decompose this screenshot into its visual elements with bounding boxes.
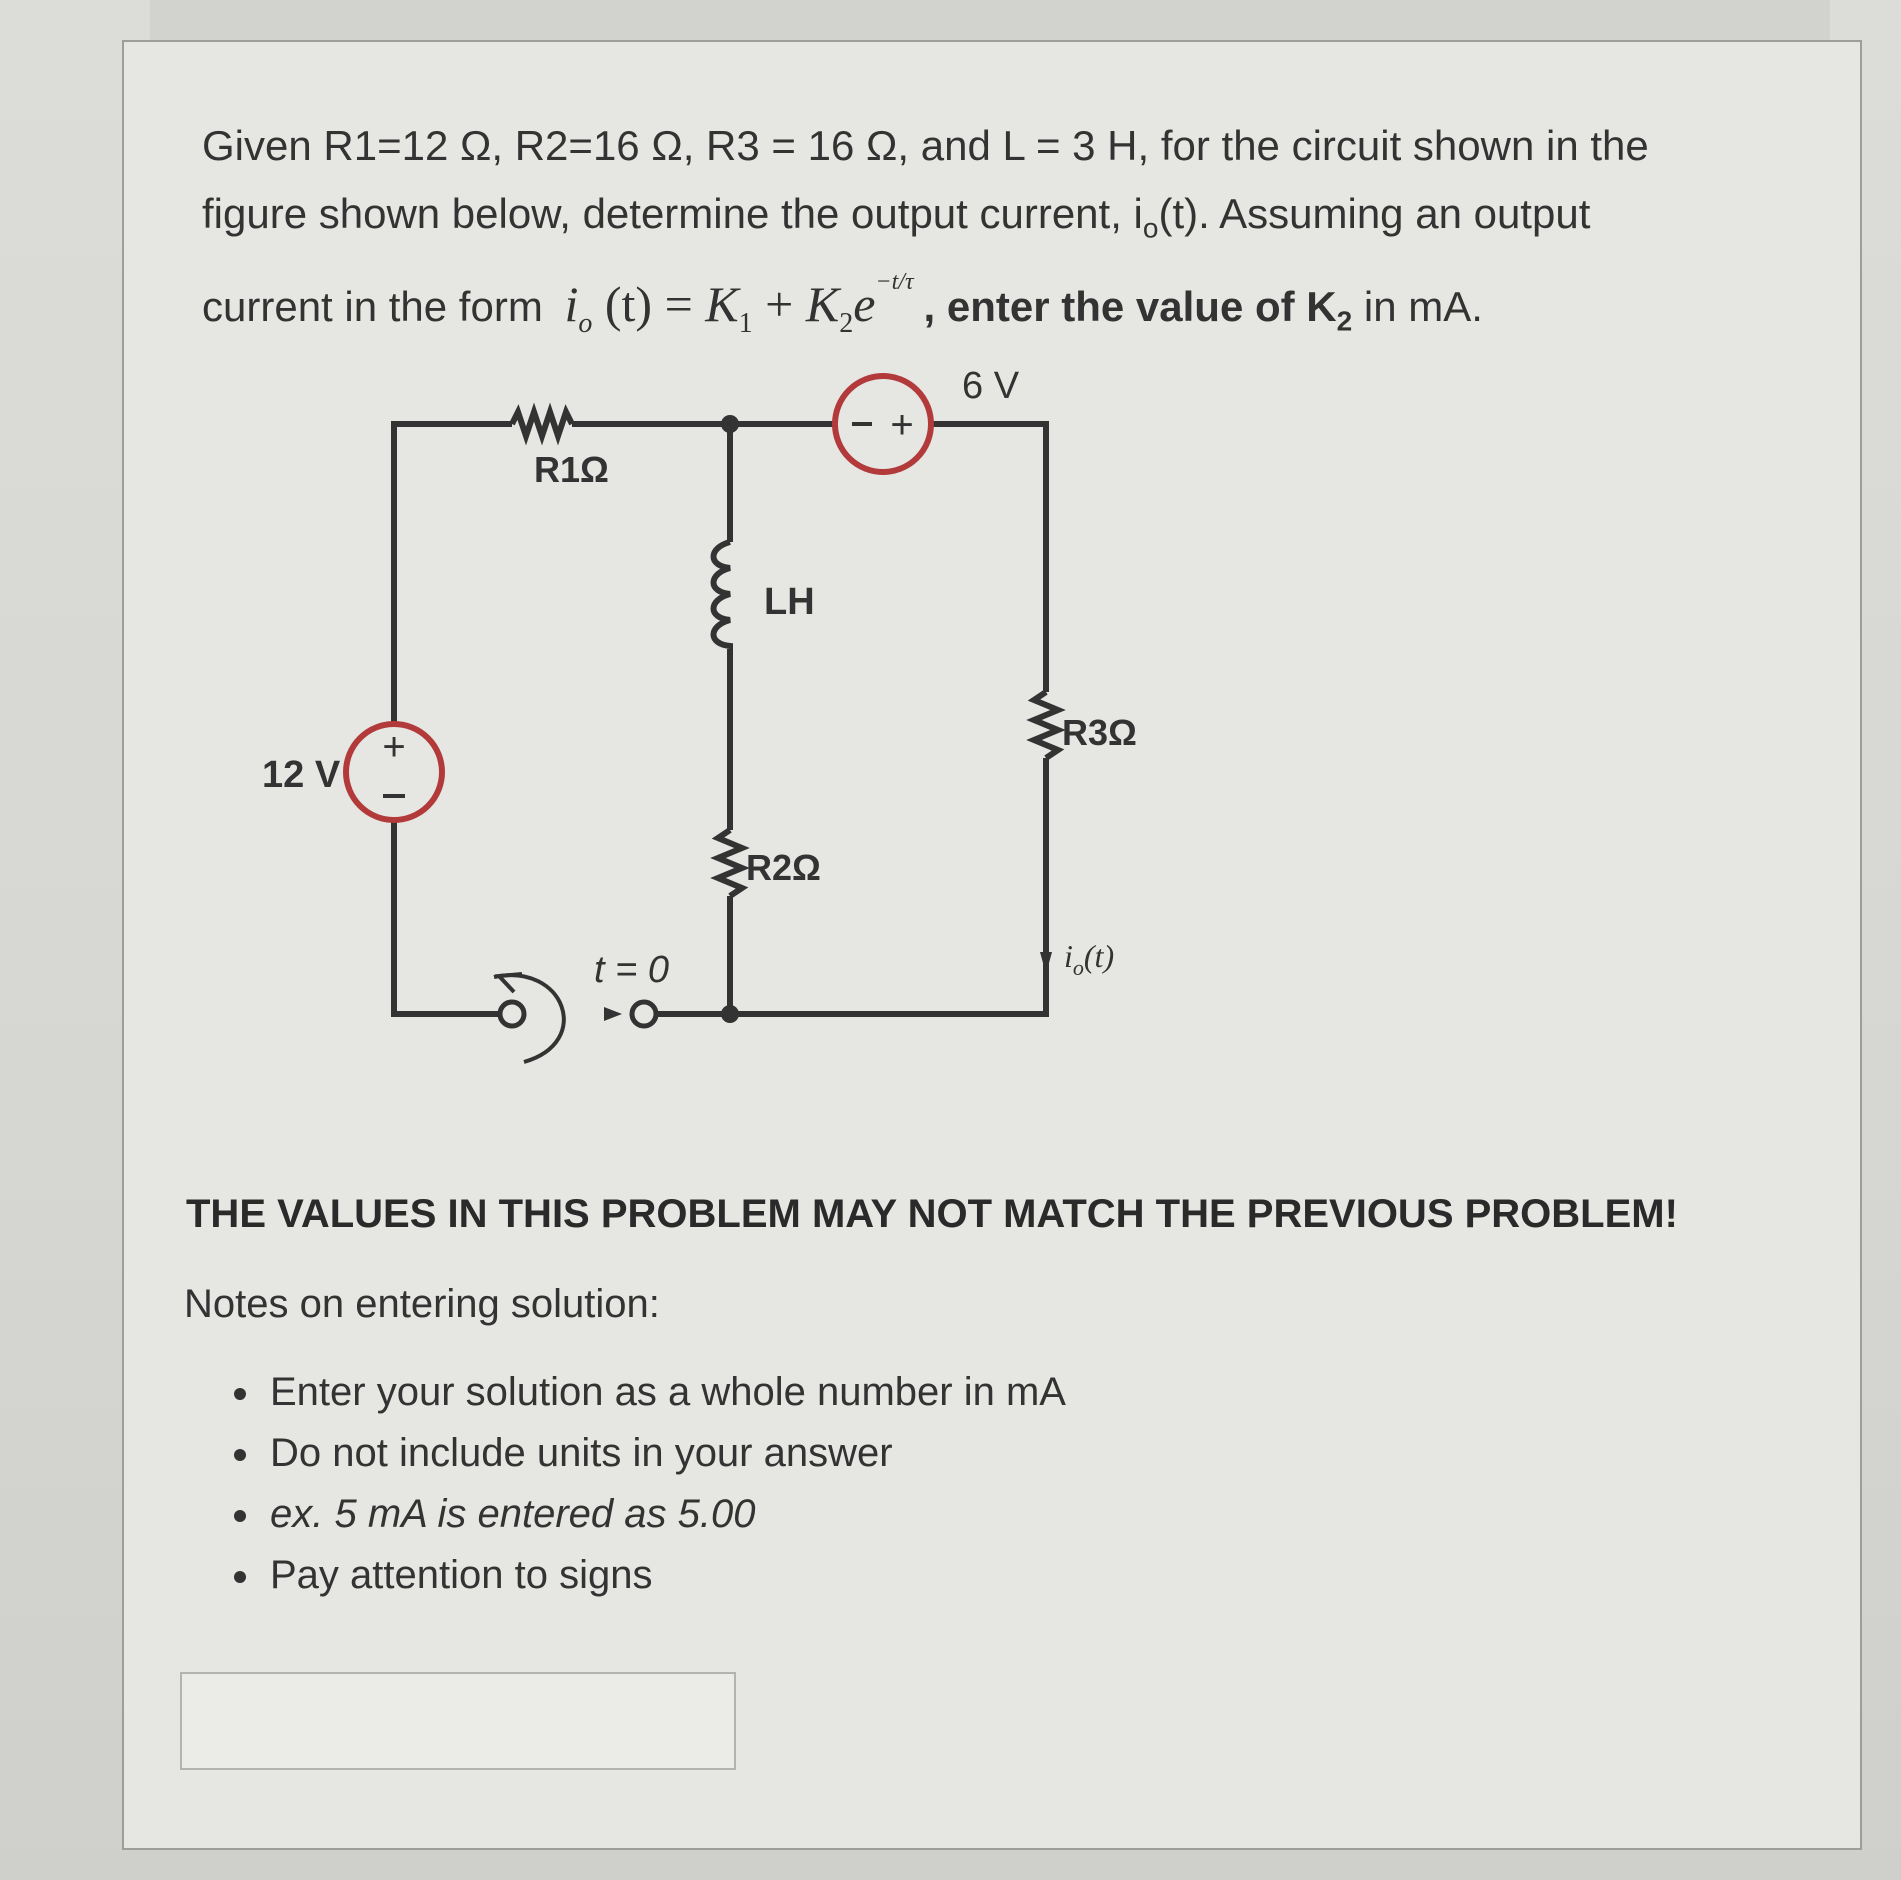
label-current-sub: o [1072, 955, 1084, 980]
current-arrow-icon [1040, 952, 1052, 974]
question-text [202, 112, 1762, 341]
node-top [721, 415, 739, 433]
question-card [122, 40, 1862, 1850]
list-item: • Pay attention to signs [264, 1545, 1066, 1606]
question-line-1-text: Given R1=12 Ω, R2=16 Ω, R3 = 16 Ω, and L = 3 H, for the circuit shown in the [202, 122, 1649, 169]
label-current-i: i [1064, 938, 1073, 974]
label-6v: 6 V [962, 365, 1020, 407]
question-line-3b: , enter the value of K [923, 283, 1337, 330]
notes-title: Notes on entering solution: [184, 1282, 660, 1326]
r2-resistor [718, 830, 742, 896]
top-strip [150, 0, 1830, 42]
source-6v-circle [835, 376, 931, 472]
label-r1: R1Ω [534, 449, 609, 490]
r1-resistor [512, 412, 572, 436]
wire-left-top [394, 424, 512, 737]
node-bottom [721, 1005, 739, 1023]
voltage-source-6v [835, 376, 931, 472]
list-item: • ex. 5 mA is entered as 5.00 [264, 1484, 1066, 1545]
formula-i-sub: o [578, 308, 593, 339]
label-r2: R2Ω [746, 847, 821, 888]
label-inductor: LH [764, 581, 815, 623]
question-line-2 [202, 180, 1762, 248]
plus-icon: + [382, 725, 406, 769]
list-item: • Do not include units in your answer [264, 1423, 1066, 1484]
switch-arrowhead [604, 1007, 622, 1021]
formula-k2: K [805, 276, 840, 332]
question-line-2b: (t). Assuming an output [1158, 190, 1591, 237]
label-current-arg: (t) [1083, 938, 1115, 974]
question-line-2a: figure shown below, determine the output current, i [202, 190, 1143, 237]
formula-exponent: −t/τ [875, 269, 914, 295]
circuit-wires [394, 412, 1058, 1014]
switch-contact-left [500, 1002, 524, 1026]
formula-k1: K [705, 276, 739, 332]
label-r3: R3Ω [1062, 712, 1137, 753]
question-line-3 [202, 248, 1762, 341]
question-line-3c: in mA. [1352, 283, 1483, 330]
notes-list [184, 1362, 1066, 1606]
switch-contact-right [632, 1002, 656, 1026]
question-line-1 [202, 112, 1762, 180]
formula-i: i [564, 276, 579, 332]
io-subscript: o [1142, 212, 1159, 244]
wire-left-bottom [394, 807, 502, 1014]
label-12v: 12 V [262, 754, 341, 796]
answer-input[interactable] [180, 1672, 736, 1770]
r3-resistor [1034, 692, 1058, 758]
formula-k2-sub: 2 [839, 308, 854, 339]
label-switch: t = 0 [594, 949, 669, 991]
output-current-formula [564, 269, 914, 339]
formula-plus: + [752, 276, 806, 332]
plus-icon: + [890, 403, 914, 447]
formula-k1-sub: 1 [738, 308, 753, 339]
formula-eq: = [652, 276, 706, 332]
formula-e: e [853, 276, 876, 332]
wire-right-top [929, 424, 1046, 692]
circuit-diagram [164, 352, 1284, 1092]
voltage-source-12v [346, 724, 442, 820]
inductor [714, 542, 731, 652]
formula-t: (t) [604, 276, 653, 332]
label-current [1064, 938, 1114, 980]
k2-subscript: 2 [1336, 305, 1353, 337]
list-item: • Enter your solution as a whole number in mA [264, 1362, 1066, 1423]
values-warning: THE VALUES IN THIS PROBLEM MAY NOT MATCH THE PREVIOUS PROBLEM! [186, 1192, 1678, 1236]
question-line-3a: current in the form [202, 283, 543, 330]
